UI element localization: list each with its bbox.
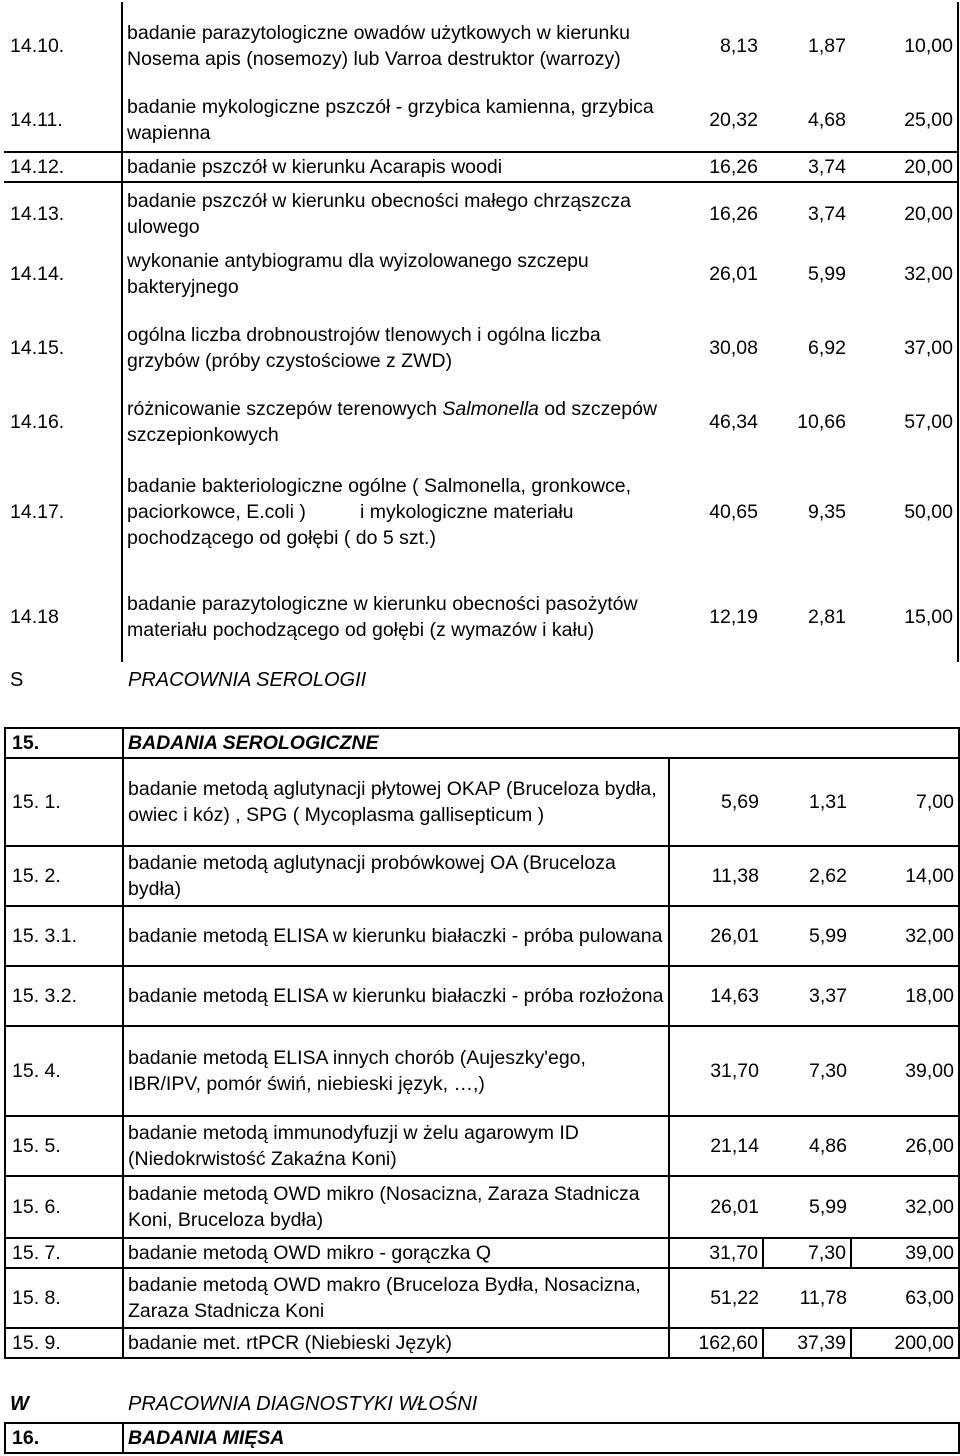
row-gross: 20,00 [850, 182, 958, 244]
row-gross: 32,00 [851, 906, 959, 966]
row-vat: 4,86 [763, 1116, 851, 1176]
table-row [5, 1268, 959, 1328]
row-code: 15. 1. [5, 758, 123, 846]
row-description: badanie metodą ELISA w kierunku białaczki - próba rozłożona [123, 966, 669, 1026]
row-description: wykonanie antybiogramu dla wyizolowanego szczepu bakteryjnego [122, 244, 668, 304]
row-code: 15. 7. [5, 1238, 123, 1268]
table-row [5, 1176, 959, 1238]
row-gross: 20,00 [850, 152, 958, 182]
table-row [4, 244, 958, 304]
row-gross: 63,00 [851, 1268, 959, 1328]
row-gross: 7,00 [851, 758, 959, 846]
row-net: 14,63 [669, 966, 763, 1026]
row-net: 20,32 [709, 109, 758, 131]
row-vat: 5,99 [808, 263, 846, 285]
row-code: 14.15. [10, 337, 65, 359]
price-table-14 [4, 2, 959, 662]
row-description: badanie metodą aglutynacji probówkowej OA (Bruceloza bydła) [123, 846, 669, 906]
row-code: 14.14. [10, 263, 65, 285]
row-gross: 10,00 [850, 2, 958, 89]
row-description: badanie metodą aglutynacji płytowej OKAP (Bruceloza bydła, owiec i kóz) , SPG ( Mycoplasma gallisepticum ) [123, 758, 669, 846]
row-vat: 3,74 [762, 152, 850, 182]
row-code: 14.11. [10, 109, 63, 131]
row-vat: 4,68 [808, 109, 846, 131]
row-vat: 37,39 [763, 1328, 851, 1358]
table-row [5, 758, 959, 846]
table-row [5, 1116, 959, 1176]
row-net: 51,22 [669, 1268, 763, 1328]
row-vat: 5,99 [763, 1176, 851, 1238]
row-description: badanie parazytologiczne owadów użytkowych w kierunku Nosema apis (nosemozy) lub Varroa destruktor (warrozy) [122, 2, 668, 89]
row-gross: 37,00 [850, 304, 958, 392]
table-row [4, 89, 958, 152]
row-gross: 26,00 [851, 1116, 959, 1176]
section-code: 16. [5, 1423, 123, 1453]
row-gross: 32,00 [851, 1176, 959, 1238]
row-code: 15. 3.1. [5, 906, 123, 966]
row-gross: 39,00 [851, 1026, 959, 1116]
row-gross: 57,00 [850, 392, 958, 452]
row-vat: 7,30 [763, 1238, 851, 1268]
price-table-16 [4, 1422, 960, 1454]
row-vat: 9,35 [808, 501, 846, 523]
row-vat: 1,87 [808, 34, 846, 57]
row-description-text: różnicowanie szczepów terenowych [127, 398, 443, 420]
table-row [5, 906, 959, 966]
table-row [5, 966, 959, 1026]
row-code: 14.16. [10, 411, 65, 433]
table-row [4, 182, 958, 244]
row-description: badanie parazytologiczne w kierunku obecności pasożytów materiału pochodzącego od gołębi (z wymazów i kału) [122, 572, 668, 662]
row-code: 14.13. [10, 202, 65, 225]
section-title: BADANIA MIĘSA [123, 1423, 959, 1453]
row-net: 11,38 [669, 846, 763, 906]
table-header-row [5, 1423, 959, 1453]
row-description: badanie pszczół w kierunku Acarapis woodi [122, 152, 668, 182]
row-description: badanie metodą ELISA innych chorób (Aujeszky'ego, IBR/IPV, pomór świń, niebieski język, …,) [123, 1026, 669, 1116]
section-letter: W [10, 1393, 29, 1415]
row-vat: 1,31 [763, 758, 851, 846]
row-net: 16,26 [709, 202, 758, 225]
row-description: badanie metodą OWD makro (Bruceloza Bydła, Nosacizna, Zaraza Stadnicza Koni [123, 1268, 669, 1328]
table-row [4, 2, 958, 89]
row-vat: 7,30 [763, 1026, 851, 1116]
section-heading-trichinella [10, 1393, 477, 1416]
row-code: 15. 3.2. [5, 966, 123, 1026]
row-net: 30,08 [709, 337, 758, 359]
row-net: 26,01 [709, 263, 758, 285]
row-net: 5,69 [669, 758, 763, 846]
table-row [5, 1328, 959, 1358]
row-description-italic: Salmonella [442, 398, 539, 420]
row-description: ogólna liczba drobnoustrojów tlenowych i ogólna liczba grzybów (próby czystościowe z ZWD) [122, 304, 668, 392]
row-net: 31,70 [669, 1238, 763, 1268]
row-code: 15. 6. [5, 1176, 123, 1238]
table-row [4, 392, 958, 452]
row-code: 14.18 [10, 606, 59, 628]
row-description: badanie bakteriologiczne ogólne ( Salmonella, gronkowce, paciorkowce, E.coli ) i mykologiczne materiału pochodzącego od gołębi ( do 5 szt.) [122, 452, 668, 572]
row-net: 12,19 [709, 606, 758, 628]
row-code: 15. 5. [5, 1116, 123, 1176]
row-net: 40,65 [709, 501, 758, 523]
row-gross: 32,00 [850, 244, 958, 304]
row-description: badanie metodą OWD mikro - gorączka Q [123, 1238, 669, 1268]
row-vat: 10,66 [797, 411, 846, 433]
row-description: badanie met. rtPCR (Niebieski Język) [123, 1328, 669, 1358]
row-net: 162,60 [669, 1328, 763, 1358]
row-gross: 50,00 [850, 452, 958, 572]
section-code: 15. [5, 728, 123, 758]
row-vat: 5,99 [763, 906, 851, 966]
row-vat: 3,37 [763, 966, 851, 1026]
row-net: 46,34 [709, 411, 758, 433]
table-row [4, 152, 958, 182]
row-description: badanie metodą OWD mikro (Nosacizna, Zaraza Stadnicza Koni, Bruceloza bydła) [123, 1176, 669, 1238]
row-net: 21,14 [669, 1116, 763, 1176]
row-code: 15. 9. [5, 1328, 123, 1358]
row-gross: 18,00 [851, 966, 959, 1026]
row-vat: 2,62 [763, 846, 851, 906]
row-net: 26,01 [669, 906, 763, 966]
table-row [5, 846, 959, 906]
row-vat: 2,81 [808, 606, 846, 628]
row-vat: 11,78 [763, 1268, 851, 1328]
row-code: 15. 8. [5, 1268, 123, 1328]
row-code: 15. 4. [5, 1026, 123, 1116]
table-row [4, 304, 958, 392]
row-description: badanie pszczół w kierunku obecności małego chrząszcza ulowego [122, 182, 668, 244]
table-row [5, 1026, 959, 1116]
row-description: badanie metodą ELISA w kierunku białaczki - próba pulowana [123, 906, 669, 966]
row-description-text: od szczepów szczepionkowych [127, 398, 658, 446]
section-title: PRACOWNIA SEROLOGII [128, 669, 367, 691]
price-table-15 [4, 727, 960, 1359]
row-gross: 200,00 [851, 1328, 959, 1358]
row-code: 14.10. [10, 34, 65, 57]
row-net: 16,26 [668, 152, 762, 182]
section-title: BADANIA SEROLOGICZNE [123, 728, 959, 758]
row-net: 26,01 [669, 1176, 763, 1238]
row-code: 14.12. [4, 152, 122, 182]
section-heading-serology [10, 669, 366, 692]
row-description: badanie metodą immunodyfuzji w żelu agarowym ID (Niedokrwistość Zakaźna Koni) [123, 1116, 669, 1176]
table-row [5, 1238, 959, 1268]
row-vat: 3,74 [808, 202, 846, 225]
section-title: PRACOWNIA DIAGNOSTYKI WŁOŚNI [128, 1393, 478, 1415]
row-description: badanie mykologiczne pszczół - grzybica kamienna, grzybica wapienna [122, 89, 668, 152]
table-row [4, 452, 958, 572]
row-net: 31,70 [669, 1026, 763, 1116]
row-net: 8,13 [720, 34, 758, 57]
row-gross: 39,00 [851, 1238, 959, 1268]
table-row [4, 572, 958, 662]
row-description [122, 392, 668, 452]
section-letter: S [10, 669, 24, 691]
row-code: 15. 2. [5, 846, 123, 906]
row-code: 14.17. [10, 501, 65, 523]
row-gross: 14,00 [851, 846, 959, 906]
table-header-row [5, 728, 959, 758]
row-vat: 6,92 [808, 337, 846, 359]
row-gross: 25,00 [850, 89, 958, 152]
row-gross: 15,00 [850, 572, 958, 662]
